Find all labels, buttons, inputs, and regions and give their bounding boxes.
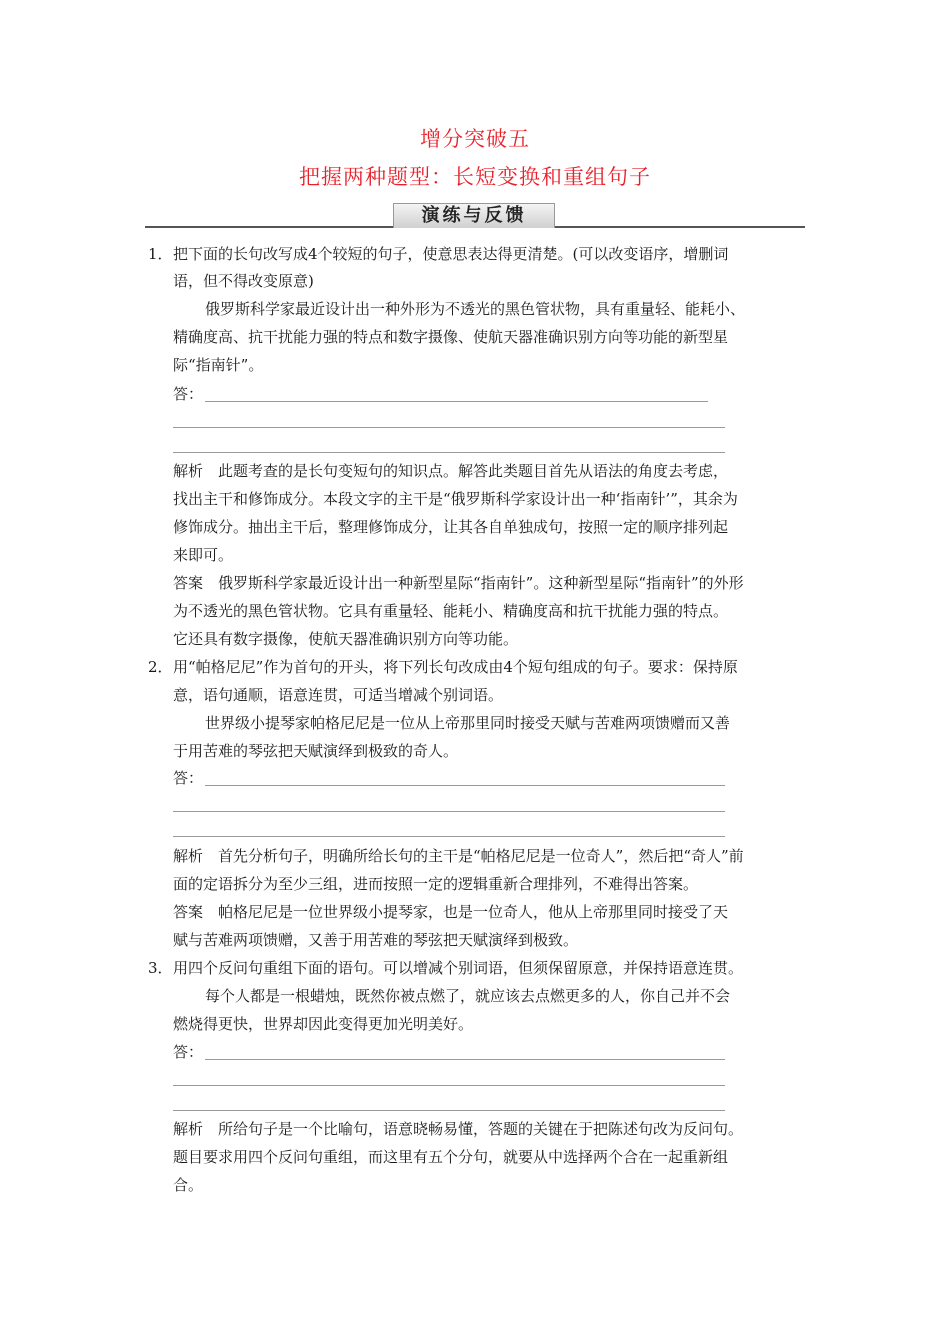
analysis-text: 解析 首先分析句子，明确所给长句的主干是“帕格尼尼是一位奇人”，然后把“奇人”前 xyxy=(173,847,744,865)
analysis-text: 题目要求用四个反问句重组，而这里有五个分句，就要从中选择两个合在一起重新组 xyxy=(173,1148,729,1166)
analysis-text: 找出主干和修饰成分。本段文字的主干是“俄罗斯科学家设计出一种‘指南针’”，其余为 xyxy=(173,490,738,508)
answer-line[interactable] xyxy=(173,1110,725,1111)
answer-line[interactable] xyxy=(173,836,725,837)
question-prompt: 语，但不得改变原意) xyxy=(173,272,314,290)
question-number: 2． xyxy=(148,658,173,676)
analysis-text: 解析 所给句子是一个比喻句，语意晓畅易懂，答题的关键在于把陈述句改为反问句。 xyxy=(173,1120,744,1138)
page-subtitle: 把握两种题型：长短变换和重组句子 xyxy=(299,165,651,189)
question-prompt: 用“帕格尼尼”作为首句的开头，将下列长句改成由4个短句组成的句子。要求：保持原 xyxy=(173,658,738,676)
answer-key: 赋与苦难两项馈赠，又善于用苦难的琴弦把天赋演绎到极致。 xyxy=(173,931,579,949)
answer-key: 答案 帕格尼尼是一位世界级小提琴家，也是一位奇人，他从上帝那里同时接受了天 xyxy=(173,903,729,921)
answer-label: 答： xyxy=(173,769,204,787)
source-text: 世界级小提琴家帕格尼尼是一位从上帝那里同时接受天赋与苦难两项馈赠而又善 xyxy=(205,714,731,732)
answer-line[interactable] xyxy=(205,785,725,786)
analysis-text: 解析 此题考查的是长句变短句的知识点。解答此类题目首先从语法的角度去考虑， xyxy=(173,462,729,480)
answer-line[interactable] xyxy=(205,401,708,402)
question-prompt: 用四个反问句重组下面的语句。可以增减个别词语，但须保留原意，并保持语意连贯。 xyxy=(173,959,744,977)
answer-line[interactable] xyxy=(173,427,725,428)
section-banner xyxy=(145,203,805,231)
answer-label: 答： xyxy=(173,385,204,403)
question-prompt: 把下面的长句改写成4个较短的句子，使意思表达得更清楚。(可以改变语序，增删词 xyxy=(173,245,729,263)
answer-label: 答： xyxy=(173,1043,204,1061)
question-prompt: 意，语句通顺，语意连贯，可适当增减个别词语。 xyxy=(173,686,504,704)
page-title: 增分突破五 xyxy=(420,127,530,151)
question-number: 3． xyxy=(148,959,173,977)
analysis-text: 面的定语拆分为至少三组，进而按照一定的逻辑重新合理排列，不难得出答案。 xyxy=(173,875,699,893)
analysis-text: 来即可。 xyxy=(173,546,234,564)
answer-key: 它还具有数字摄像，使航天器准确识别方向等功能。 xyxy=(173,630,519,648)
answer-key: 为不透光的黑色管状物。它具有重量轻、能耗小、精确度高和抗干扰能力强的特点。 xyxy=(173,602,729,620)
analysis-text: 修饰成分。抽出主干后，整理修饰成分，让其各自单独成句，按照一定的顺序排列起 xyxy=(173,518,729,536)
source-text: 精确度高、抗干扰能力强的特点和数字摄像、使航天器准确识别方向等功能的新型星 xyxy=(173,328,729,346)
source-text: 俄罗斯科学家最近设计出一种外形为不透光的黑色管状物，具有重量轻、能耗小、 xyxy=(205,300,746,318)
section-tab: 演练与反馈 xyxy=(393,203,555,228)
answer-line[interactable] xyxy=(173,811,725,812)
analysis-text: 合。 xyxy=(173,1176,204,1194)
source-text: 燃烧得更快，世界却因此变得更加光明美好。 xyxy=(173,1015,474,1033)
answer-line[interactable] xyxy=(173,452,725,453)
question-number: 1． xyxy=(148,245,173,263)
source-text: 际“指南针”。 xyxy=(173,356,264,374)
answer-key: 答案 俄罗斯科学家最近设计出一种新型星际“指南针”。这种新型星际“指南针”的外形 xyxy=(173,574,744,592)
source-text: 于用苦难的琴弦把天赋演绎到极致的奇人。 xyxy=(173,742,459,760)
answer-line[interactable] xyxy=(205,1059,725,1060)
source-text: 每个人都是一根蜡烛，既然你被点燃了，就应该去点燃更多的人，你自己并不会 xyxy=(205,987,731,1005)
answer-line[interactable] xyxy=(173,1085,725,1086)
